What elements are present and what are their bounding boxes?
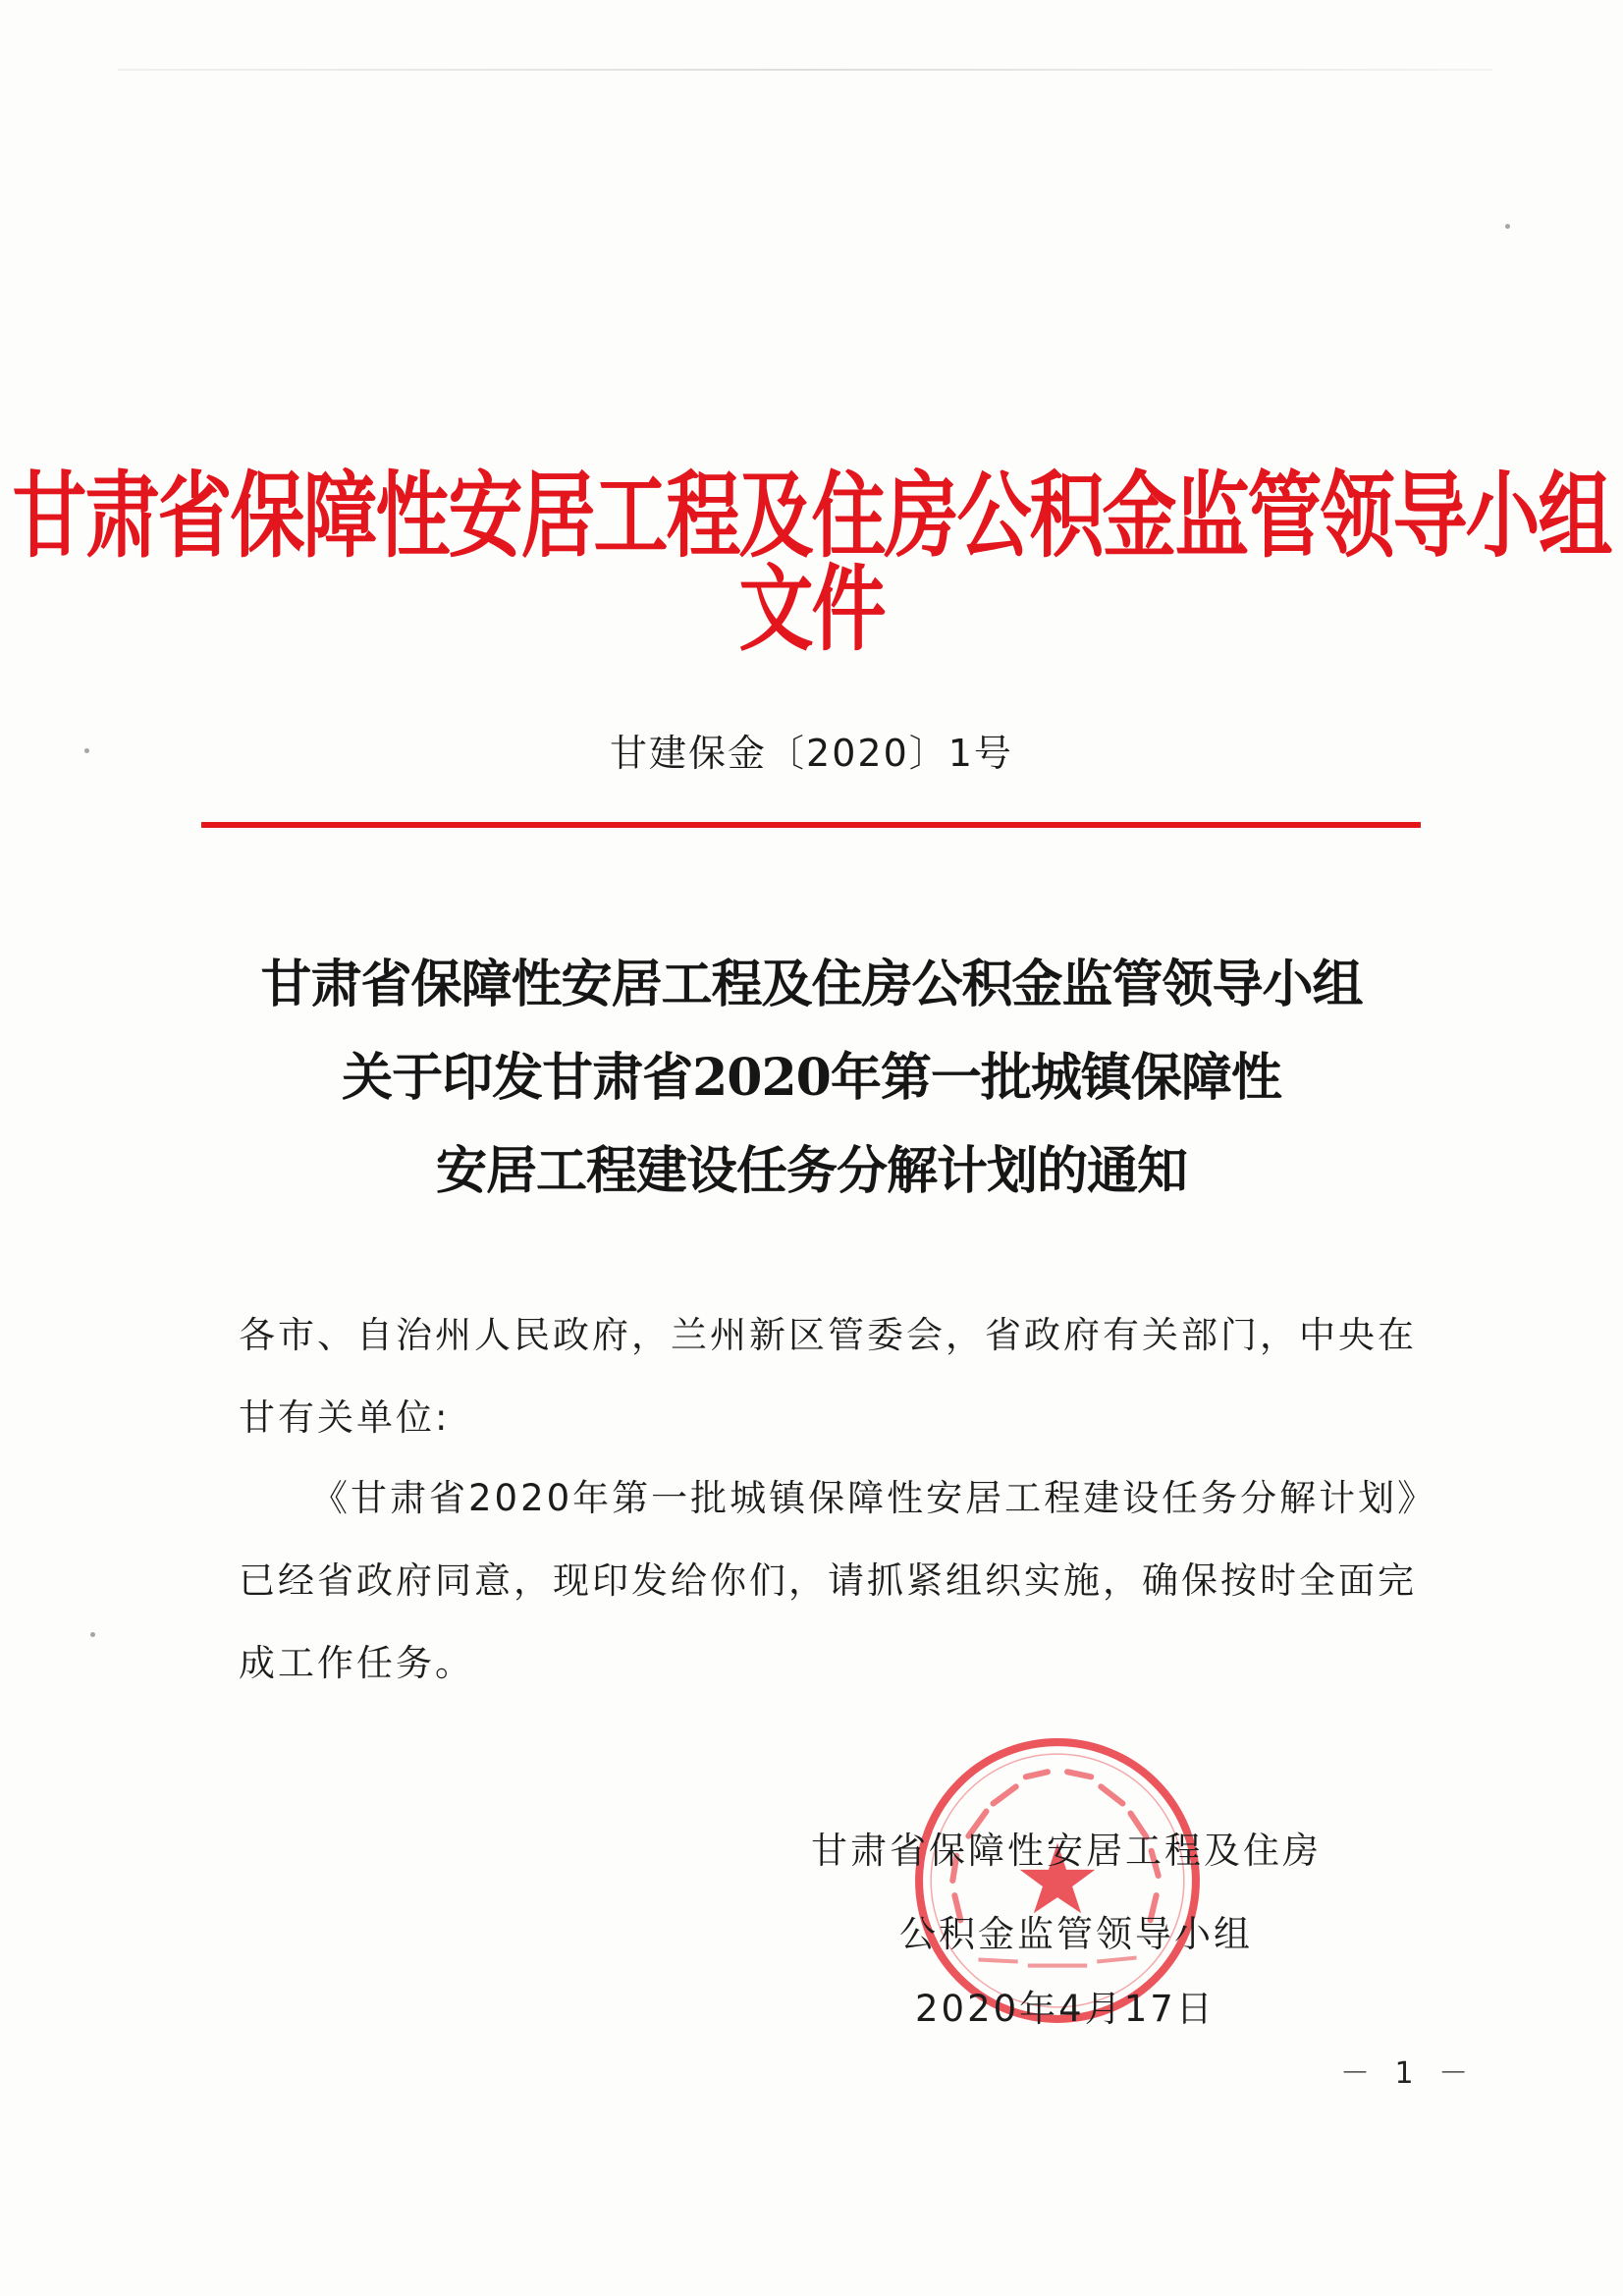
page-number: － 1 － (1340, 2056, 1477, 2091)
signature-date: 2020年4月17日 (915, 1988, 1216, 2030)
notice-title-line: 安居工程建设任务分解计划的通知 (435, 1141, 1187, 1201)
scan-noise-line (118, 69, 1492, 71)
body-paragraph: 《甘肃省2020年第一批城镇保障性安居工程建设任务分解计划》已经省政府同意，现印发给你们，请抓紧组织实施，确保按时全面完成工作任务。 (239, 1477, 1437, 1684)
notice-title (0, 938, 1623, 1218)
red-divider-rule (201, 822, 1421, 828)
notice-title-line: 关于印发甘肃省2020年第一批城镇保障性 (342, 1048, 1281, 1108)
notice-title-line: 甘肃省保障性安居工程及住房公积金监管领导小组 (260, 955, 1363, 1014)
binding-hole-mark (90, 1632, 95, 1637)
signature-org-line: 公积金监管领导小组 (899, 1913, 1253, 1955)
signature-org-line: 甘肃省保障性安居工程及住房 (811, 1830, 1322, 1872)
addressee-text: 各市、自治州人民政府，兰州新区管委会，省政府有关部门，中央在甘有关单位: (239, 1314, 1417, 1439)
binding-hole-mark (1505, 224, 1510, 229)
document-header-title: 甘肃省保障性安居工程及住房公积金监管领导小组文件 (12, 461, 1611, 664)
document-number: 甘建保金〔2020〕1号 (610, 732, 1013, 775)
